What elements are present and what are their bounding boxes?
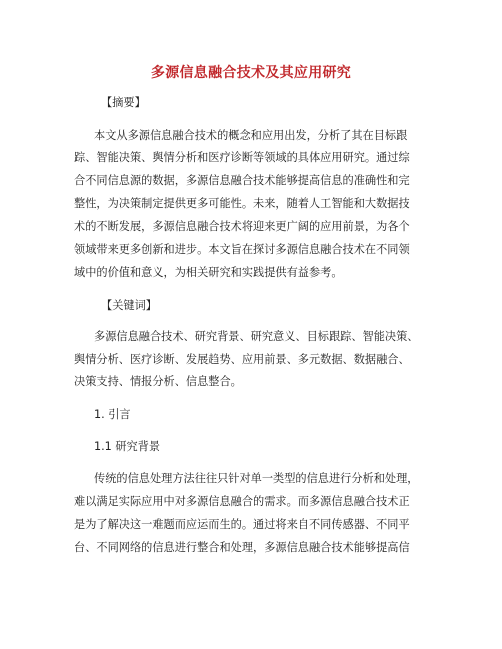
abstract-line: 术的不断发展，多源信息融合技术将迎来更广阔的应用前景，为各个 [74,220,410,233]
abstract-line: 域中的价值和意义，为相关研究和实践提供有益参考。 [74,266,343,279]
body-line: 难以满足实际应用中对多源信息融合的需求。而多源信息融合技术正 [74,495,410,508]
subsection-heading: 1.1 研究背景 [94,440,161,453]
abstract-line: 领域带来更多创新和进步。本文旨在探讨多源信息融合技术在不同领 [74,243,410,256]
document-title: 多源信息融合技术及其应用研究 [150,65,352,81]
body-line: 台、不同网络的信息进行整合和处理，多源信息融合技术能够提高信 [74,541,410,554]
keywords-line: 决策支持、情报分析、信息整合。 [74,375,242,388]
keywords-heading: 【关键词】 [101,299,157,312]
abstract-line: 本文从多源信息融合技术的概念和应用出发，分析了其在目标跟 [94,129,408,142]
body-line: 是为了解决这一难题而应运而生的。通过将来自不同传感器、不同平 [74,518,410,531]
body-line: 传统的信息处理方法往往只针对单一类型的信息进行分析和处理， [94,472,419,485]
keywords-line: 舆情分析、医疗诊断、发展趋势、应用前景、多元数据、数据融合、 [74,353,410,366]
abstract-line: 整性，为决策制定提供更多可能性。未来，随着人工智能和大数据技 [74,197,410,210]
abstract-line: 合不同信息源的数据，多源信息融合技术能够提高信息的准确性和完 [74,174,410,187]
keywords-line: 多源信息融合技术、研究背景、研究意义、目标跟踪、智能决策、 [94,330,419,343]
abstract-heading: 【摘要】 [101,96,146,109]
abstract-line: 踪、智能决策、舆情分析和医疗诊断等领域的具体应用研究。通过综 [74,151,410,164]
section-heading: 1. 引言 [94,408,131,421]
